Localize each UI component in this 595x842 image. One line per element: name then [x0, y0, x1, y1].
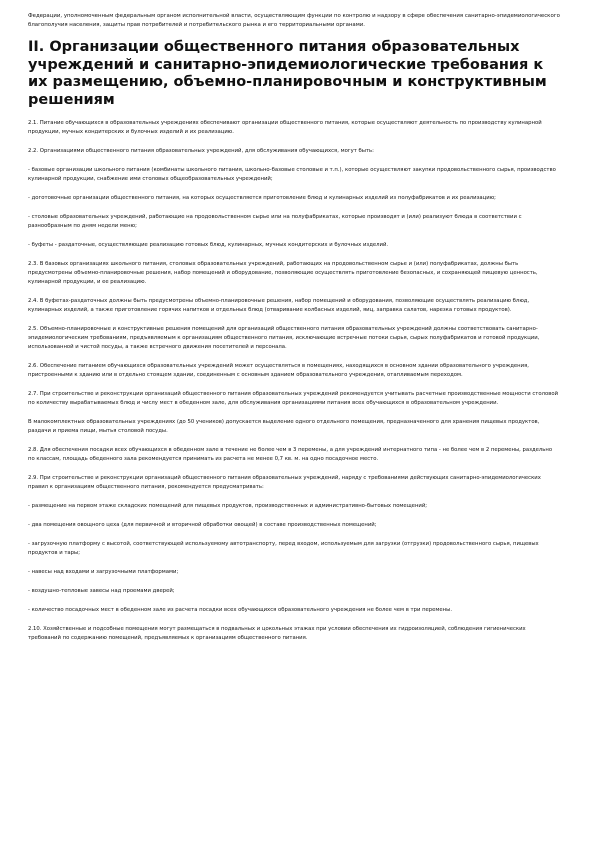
list-item-finishing-organizations: - доготовочные организации общественного питания, на которых осуществляется приготовление блюд и кулинарных изделий из полуфабрикатов и их реализацию;	[28, 195, 496, 201]
list-item-canteens: - столовые образовательных учреждений, работающие на продовольственном сырье или на полуфабрикатах, которые производят и (или) реализуют блюда в соответствии с разнообразным по дням недели меню;	[28, 214, 522, 229]
list-item-seating: - количество посадочных мест в обеденном зале из расчета посадки всех обучающихся образовательного учреждения не более чем в три перемены.	[28, 607, 453, 613]
document-page	[28, 12, 560, 653]
paragraph-2-6: 2.6. Обеспечение питанием обучающихся образовательных учреждений может осуществляться в помещениях, находящихся в основном здании образовательного учреждения, пристроенными к зданию или в отдельно стоящем здании, соединенным с основным зданием образовательного учреждения, отапливаемым переходом.	[28, 363, 529, 378]
list-item-buffets: - буфеты - раздаточные, осуществляющие реализацию готовых блюд, кулинарных, мучных кондитерских и булочных изделий.	[28, 242, 389, 248]
paragraph-2-2: 2.2. Организациями общественного питания образовательных учреждений, для обслуживания обучающихся, могут быть:	[28, 148, 374, 154]
intro-paragraph: Федерации, уполномоченным федеральным органом исполнительной власти, осуществляющим функции по контролю и надзору в сфере обеспечения санитарно-эпидемиологического благополучия населения, защиты прав потребителей и потребительского рынка и его территориальными органами.	[28, 13, 560, 28]
paragraph-2-3: 2.3. В базовых организациях школьного питания, столовых образовательных учреждений, работающих на продовольственном сырье и (или) полуфабрикатах, должны быть предусмотрены объемно-планировочные решения, набор помещений и оборудование, позволяющие осуществлять приготовление безопасных, и сохраняющей пищевую ценность, кулинарной продукции, и ее реализацию.	[28, 261, 538, 285]
paragraph-2-9: 2.9. При строительстве и реконструкции организаций общественного питания образовательных учреждений, наряду с требованиями действующих санитарно-эпидемиологических правил к организациям общественного питания, рекомендуется предусматривать:	[28, 475, 541, 490]
paragraph-2-5: 2.5. Объемно-планировочные и конструктивные решения помещений для организаций общественного питания образовательных учреждений должны соответствовать санитарно-эпидемиологическим требованиям, предъявляемым к организациям общественного питания, исключающие встречные потоки сырья, сырых полуфабрикатов и готовой продукции, использованной и чистой посуды, а также встречного движения посетителей и персонала.	[28, 326, 540, 350]
paragraph-2-1: 2.1. Питание обучающихся в образовательных учреждениях обеспечивают организации общественного питания, которые осуществляют деятельность по производству кулинарной продукции, мучных кондитерских и булочных изделий и их реализацию.	[28, 120, 542, 135]
list-item-air-curtains: - воздушно-тепловые завесы над проемами дверей;	[28, 588, 175, 594]
list-item-base-organizations: - базовые организации школьного питания (комбинаты школьного питания, школьно-базовые столовые и т.п.), которые осуществляют закупки продовольственного сырья, производство кулинарной продукции, снабжение ими столовых общеобразовательных учреждений;	[28, 167, 556, 182]
paragraph-2-8: 2.8. Для обеспечения посадки всех обучающихся в обеденном зале в течение не более чем в 3 перемены, а для учреждений интернатного типа - не более чем в 2 перемены, раздельно по классам, площадь обеденного зала рекомендуется принимать из расчета не менее 0,7 кв. м. на одно посадочное место.	[28, 447, 553, 462]
list-item-loading-platform: - загрузочную платформу с высотой, соответствующей используемому автотранспорту, перед входом, используемым для загрузки (отгрузки) продовольственного сырья, пищевых продуктов и тары;	[28, 541, 539, 556]
paragraph-small-schools: В малокомплектных образовательных учреждениях (до 50 учеников) допускается выделение одного отдельного помещения, предназначенного для хранения пищевых продуктов, раздачи и приема пищи, мытья столовой посуды.	[28, 419, 540, 434]
list-item-canopies: - навесы над входами и загрузочными платформами;	[28, 569, 179, 575]
paragraph-2-10: 2.10. Хозяйственные и подсобные помещения могут размещаться в подвальных и цокольных этажах при условии обеспечения их гидроизоляцией, соблюдения гигиенических требований по содержанию помещений, предъявляемых к организациям общественного питания.	[28, 626, 526, 641]
list-item-vegetable-shop: - два помещения овощного цеха (для первичной и вторичной обработки овощей) в составе производственных помещений;	[28, 522, 377, 528]
paragraph-2-7: 2.7. При строительстве и реконструкции организаций общественного питания образовательных учреждений рекомендуется учитывать расчетные производственные мощности столовой по количеству вырабатываемых блюд и числу мест в обеденном зале, для обслуживания организациями питания всех обучающихся в образовательном учреждении.	[28, 391, 559, 406]
paragraph-2-4: 2.4. В буфетах-раздаточных должны быть предусмотрены объемно-планировочные решения, набор помещений и оборудования, позволяющие осуществлять реализацию блюд, кулинарных изделий, а также приготовление горячих напитков и отдельных блюд (отваривание колбасных изделий, яиц, заправка салатов, нарезка готовых продуктов).	[28, 298, 530, 313]
list-item-ground-floor: - размещение на первом этаже складских помещений для пищевых продуктов, производственных и административно-бытовых помещений;	[28, 503, 428, 509]
section-heading: II. Организации общественного питания образовательных учреждений и санитарно-эпидемиологические требования к их размещению, объемно-планировочным и конструктивным решениям	[28, 39, 547, 108]
